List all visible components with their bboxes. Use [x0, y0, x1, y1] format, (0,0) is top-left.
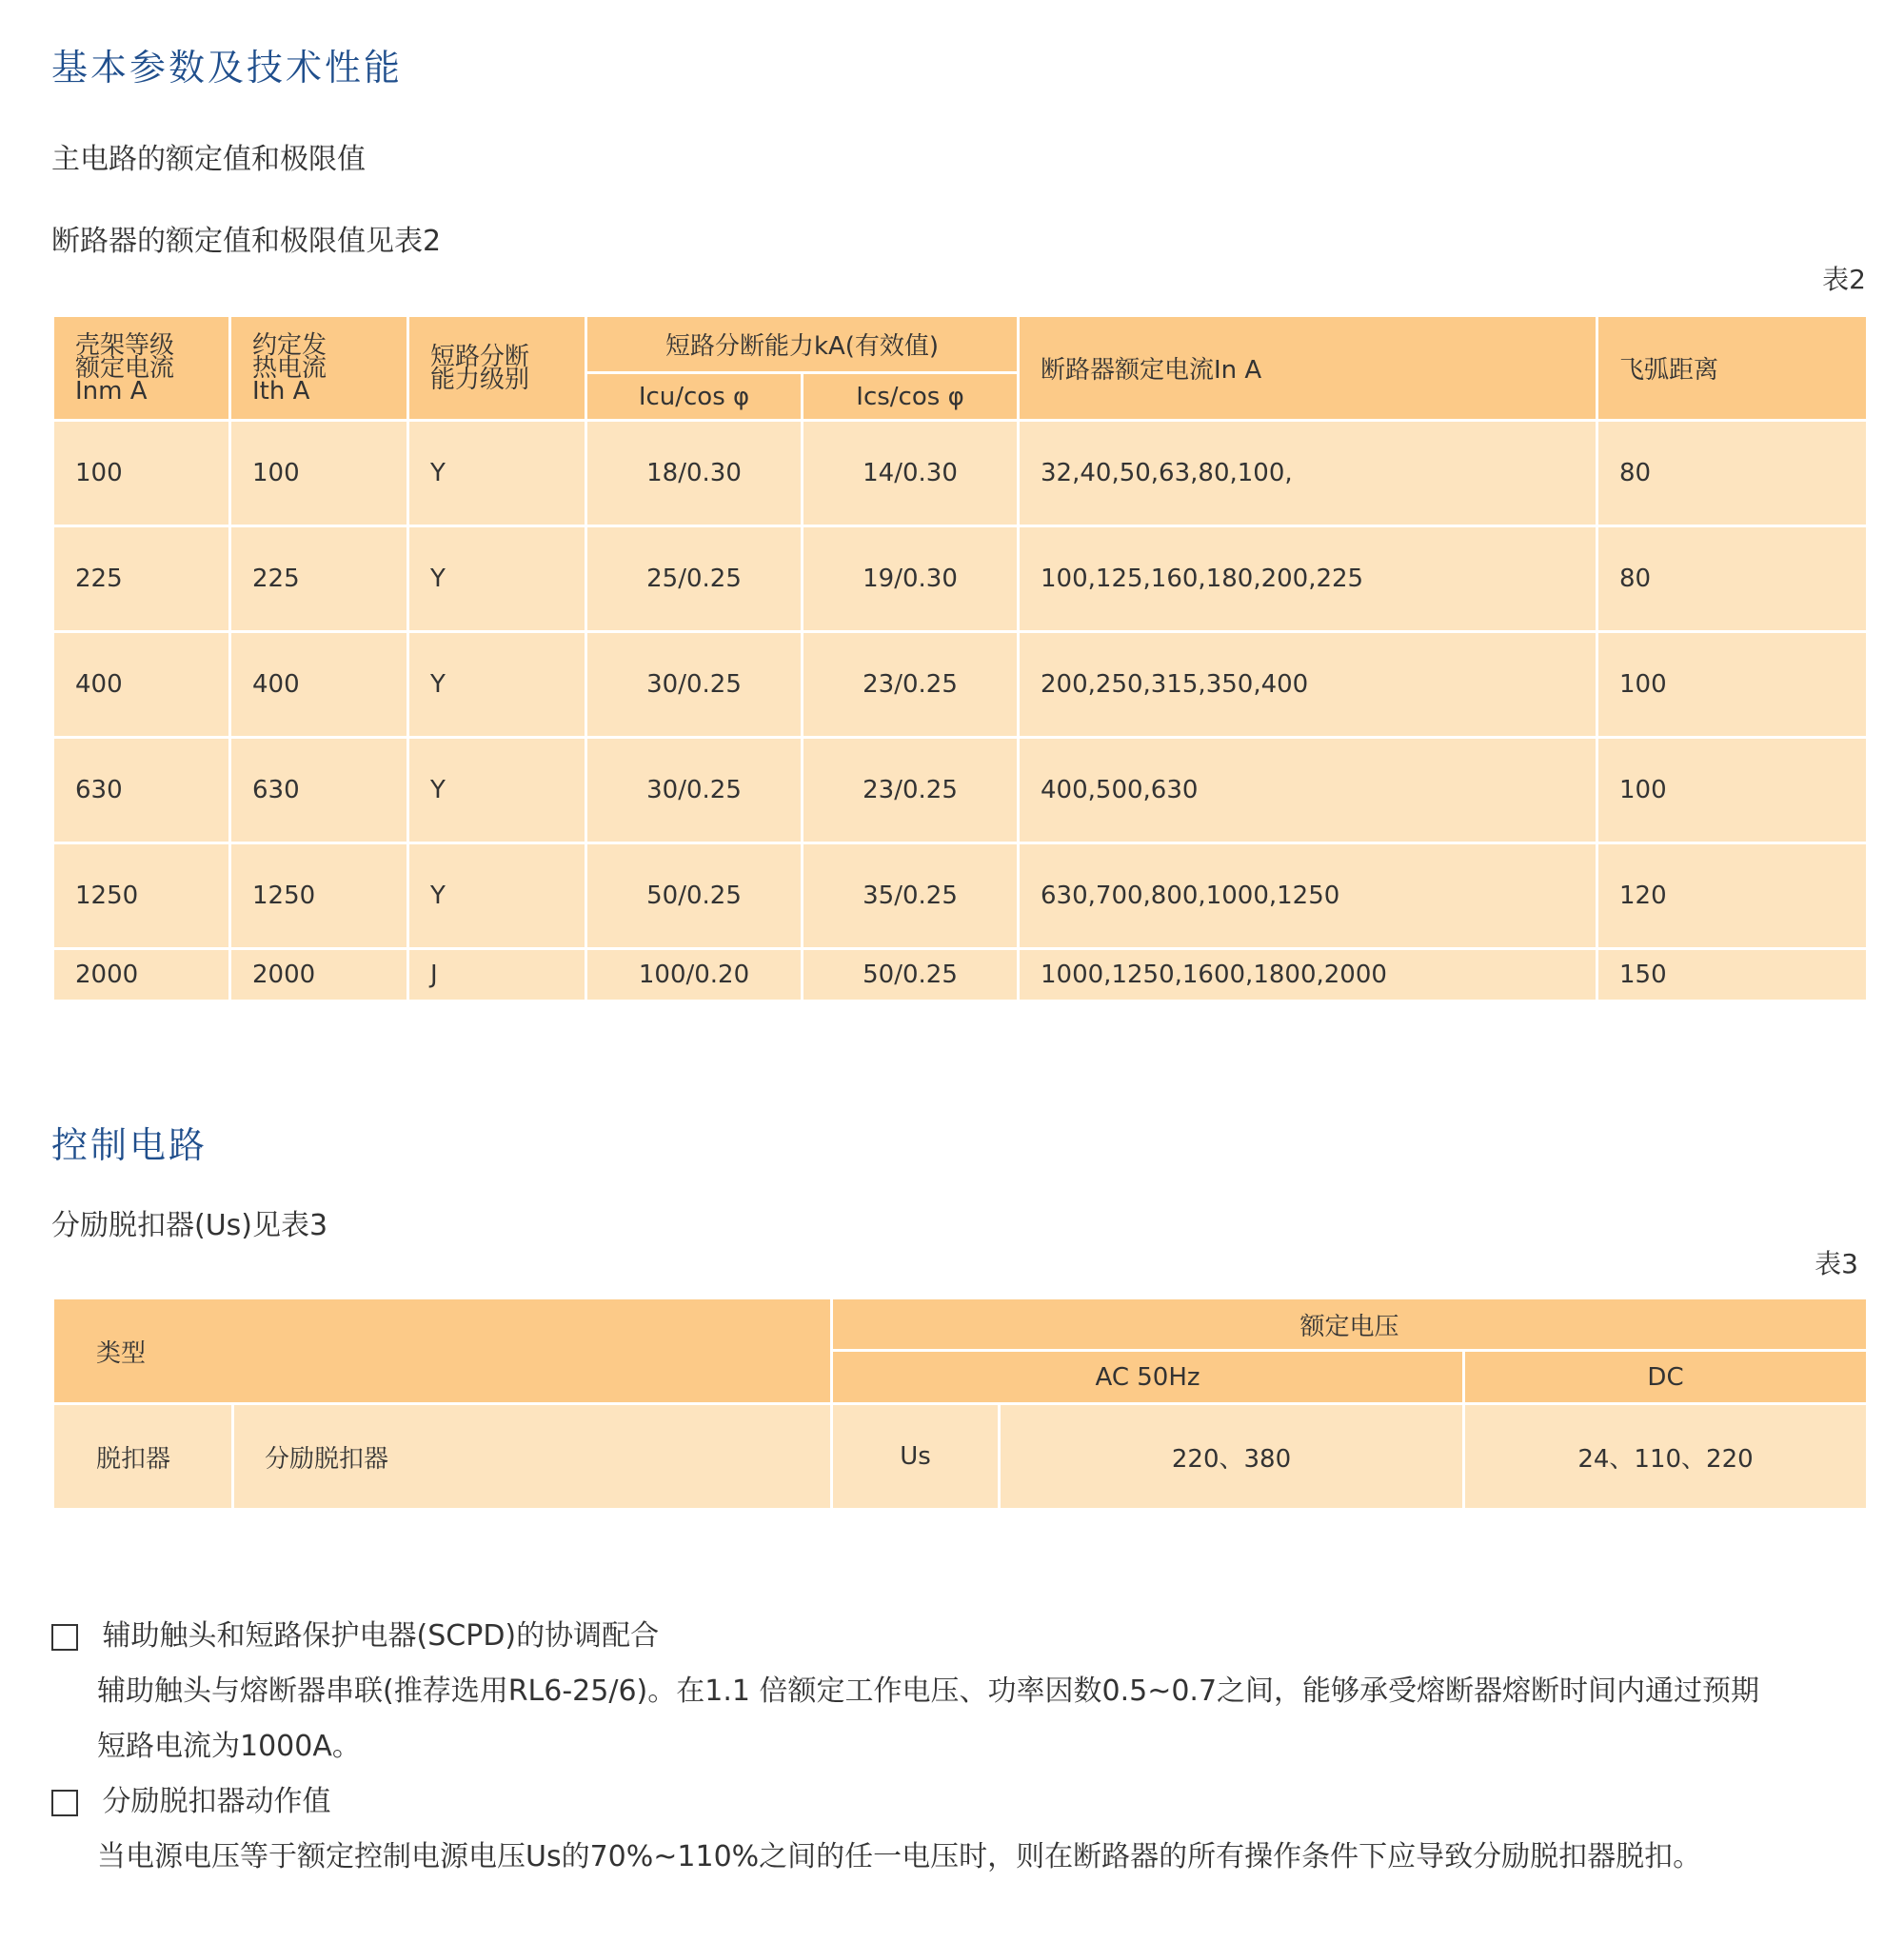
cell-arc: 80 — [1597, 421, 1868, 526]
cell-ith: 100 — [230, 421, 408, 526]
cell-icu: 100/0.20 — [586, 949, 803, 1001]
cell-inm: 2000 — [53, 949, 230, 1001]
table-row — [53, 949, 1868, 1001]
table-row — [53, 421, 1868, 526]
cell-icu: 30/0.25 — [586, 632, 803, 738]
cell-ith: 630 — [230, 738, 408, 843]
cell-in: 200,250,315,350,400 — [1019, 632, 1597, 738]
note-text: 辅助触头与熔断器串联(推荐选用RL6-25/6)。在1.1 倍额定工作电压、功率因数0.5~0.7之间，能够承受熔断器熔断时间内通过预期 — [97, 1674, 1760, 1708]
header-dc: DC — [1464, 1351, 1868, 1404]
cell-icu: 25/0.25 — [586, 526, 803, 632]
table2 — [51, 314, 1869, 1002]
cell-category: 脱扣器 — [53, 1404, 233, 1510]
cell-arc: 80 — [1597, 526, 1868, 632]
header-rated-current: 断路器额定电流In A — [1019, 316, 1597, 421]
header-arc-distance: 飞弧距离 — [1597, 316, 1868, 421]
cell-ics: 14/0.30 — [803, 421, 1019, 526]
checkbox-icon — [51, 1624, 78, 1651]
table-row — [53, 632, 1868, 738]
header-icu: Icu/cos φ — [586, 373, 803, 421]
notes — [51, 1609, 1870, 1885]
cell-in: 1000,1250,1600,1800,2000 — [1019, 949, 1597, 1001]
checkbox-icon — [51, 1790, 78, 1816]
section1-intro: 断路器的额定值和极限值见表2 — [51, 225, 442, 258]
cell-ics: 23/0.25 — [803, 632, 1019, 738]
table-row — [53, 843, 1868, 949]
section2-intro: 分励脱扣器(Us)见表3 — [51, 1209, 328, 1242]
table-row — [53, 738, 1868, 843]
header-type: 类型 — [53, 1298, 832, 1404]
cell-ith: 225 — [230, 526, 408, 632]
table-row — [53, 1404, 1868, 1510]
table3-label: 表3 — [1815, 1248, 1858, 1279]
cell-ics: 19/0.30 — [803, 526, 1019, 632]
cell-ics: 23/0.25 — [803, 738, 1019, 843]
header-breaking-level: 短路分断 能力级别 — [408, 316, 586, 421]
cell-arc: 100 — [1597, 738, 1868, 843]
cell-level: Y — [408, 632, 586, 738]
cell-level: Y — [408, 738, 586, 843]
note-item — [51, 1774, 1870, 1830]
cell-in: 630,700,800,1000,1250 — [1019, 843, 1597, 949]
cell-in: 100,125,160,180,200,225 — [1019, 526, 1597, 632]
note-text: 短路电流为1000A。 — [97, 1730, 361, 1763]
cell-level: J — [408, 949, 586, 1001]
cell-inm: 1250 — [53, 843, 230, 949]
cell-icu: 50/0.25 — [586, 843, 803, 949]
cell-arc: 120 — [1597, 843, 1868, 949]
cell-inm: 630 — [53, 738, 230, 843]
note-title: 分励脱扣器动作值 — [102, 1785, 331, 1818]
section1-title: 基本参数及技术性能 — [51, 47, 404, 89]
cell-name: 分励脱扣器 — [233, 1404, 832, 1510]
cell-dc: 24、110、220 — [1464, 1404, 1868, 1510]
cell-arc: 150 — [1597, 949, 1868, 1001]
cell-level: Y — [408, 526, 586, 632]
cell-in: 32,40,50,63,80,100, — [1019, 421, 1597, 526]
cell-ac: 220、380 — [1000, 1404, 1464, 1510]
table3 — [51, 1297, 1869, 1511]
cell-ith: 400 — [230, 632, 408, 738]
cell-icu: 30/0.25 — [586, 738, 803, 843]
cell-ith: 2000 — [230, 949, 408, 1001]
header-ics: Ics/cos φ — [803, 373, 1019, 421]
cell-ith: 1250 — [230, 843, 408, 949]
note-item — [51, 1609, 1870, 1664]
header-ac: AC 50Hz — [832, 1351, 1464, 1404]
cell-inm: 100 — [53, 421, 230, 526]
cell-level: Y — [408, 421, 586, 526]
cell-inm: 400 — [53, 632, 230, 738]
cell-ics: 50/0.25 — [803, 949, 1019, 1001]
note-text: 当电源电压等于额定控制电源电压Us的70%~110%之间的任一电压时，则在断路器的所有操作条件下应导致分励脱扣器脱扣。 — [97, 1840, 1702, 1873]
cell-symbol: Us — [832, 1404, 1000, 1510]
section2-title: 控制电路 — [51, 1124, 208, 1166]
table-row — [53, 526, 1868, 632]
header-rated-voltage: 额定电压 — [832, 1298, 1868, 1351]
header-heat-current: 约定发 热电流 Ith A — [230, 316, 408, 421]
cell-ics: 35/0.25 — [803, 843, 1019, 949]
note-title: 辅助触头和短路保护电器(SCPD)的协调配合 — [102, 1619, 660, 1653]
header-frame-current: 壳架等级 额定电流 Inm A — [53, 316, 230, 421]
table2-label: 表2 — [1822, 264, 1866, 295]
section1-subtitle: 主电路的额定值和极限值 — [51, 143, 366, 176]
cell-level: Y — [408, 843, 586, 949]
cell-in: 400,500,630 — [1019, 738, 1597, 843]
cell-inm: 225 — [53, 526, 230, 632]
cell-arc: 100 — [1597, 632, 1868, 738]
cell-icu: 18/0.30 — [586, 421, 803, 526]
header-breaking-capacity: 短路分断能力kA(有效值) — [586, 316, 1019, 373]
